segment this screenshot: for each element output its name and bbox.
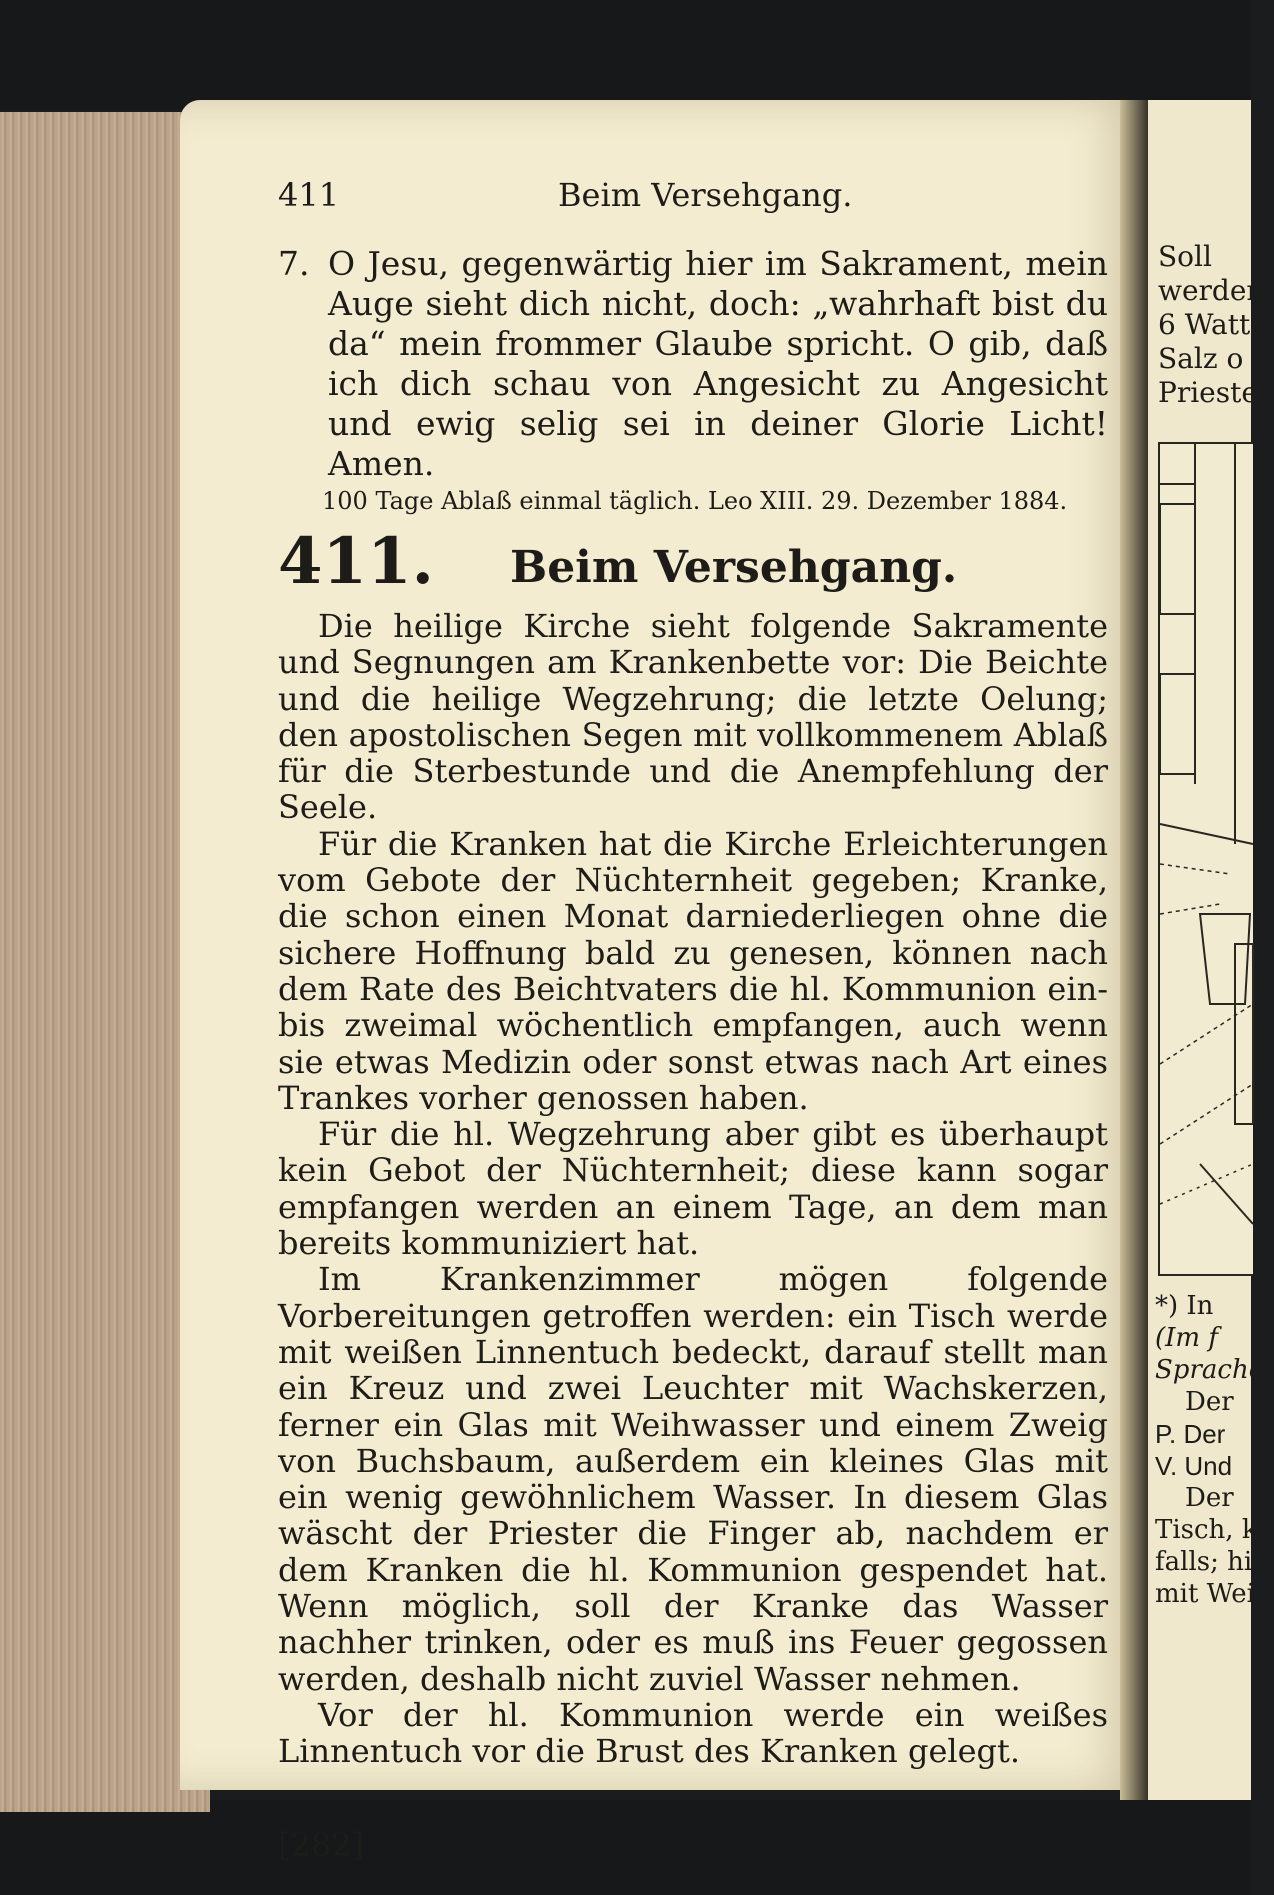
right-foot-line: P. Der (1155, 1419, 1226, 1449)
right-foot-line: V. Und (1155, 1451, 1233, 1481)
right-foot-line: (Im f (1155, 1323, 1218, 1353)
right-page-top-text (1158, 240, 1272, 410)
paragraph-sickroom-preparations: Im Krankenzimmer mögen folgende Vorbereitungen getroffen werden: ein Tisch werde mit weißen Linnentuch bedeckt, darauf stellt man ein Kreuz und zwei Leuchter mit Wachskerzen, ferner ein Glas mit Weihwasser und einem Zweig von Buchsbaum, außerdem ein kleines Glas mit ein wenig gewöhnlichem Wasser. In diesem Glas wäscht der Priester die Finger ab, nachdem er dem Kranken die hl. Kommunion gespendet hat. Wenn möglich, soll der Kranke das Wasser nachher trinken, oder es muß ins Feuer gegossen werden, deshalb nicht zuviel Wasser nehmen. (278, 1260, 1108, 1698)
paragraph-sacraments: Die heilige Kirche sieht folgende Sakramente und Segnungen am Krankenbette vor: Die Beichte und die heilige Wegzehrung; die letzte Oelung; den apostolischen Segen mit vollkommenem Ablaß für die Sterbestunde und die Anempfehlung der Seele. (278, 607, 1108, 827)
running-title: Beim Versehgang. (558, 176, 853, 214)
right-foot-line: *) In (1155, 1291, 1214, 1321)
page-edges (0, 112, 210, 1812)
signature-mark: [282] (278, 1825, 365, 1864)
paragraph-viaticum: Für die hl. Wegzehrung aber gibt es überhaupt kein Gebot der Nüchternheit; diese kann sogar empfangen werden an einem Tage, an dem man bereits kommuniziert hat. (278, 1115, 1108, 1263)
right-foot-line: falls; hi (1155, 1547, 1253, 1577)
verse-number: 7. (278, 244, 310, 283)
indulgence-note: 100 Tage Ablaß einmal täglich. Leo XIII. 29. Dezember 1884. (322, 487, 1068, 515)
right-foot-line: Der (1185, 1387, 1234, 1417)
book-cover-top (0, 0, 1251, 110)
running-head (278, 170, 1108, 230)
right-foot-line: Sprache (1155, 1355, 1265, 1385)
prayer-verse (278, 244, 1108, 484)
right-line: Priester (1158, 376, 1272, 409)
section-title: Beim Versehgang. (510, 542, 958, 593)
right-line: 6 Watte (1158, 308, 1267, 341)
right-foot-line: Tisch, kn (1155, 1515, 1274, 1545)
right-line: Salz o (1158, 342, 1244, 375)
right-foot-line: Der (1185, 1483, 1234, 1513)
sickroom-illustration (1158, 442, 1253, 1276)
paragraph-linen-cloth: Vor der hl. Kommunion werde ein weißes Linnentuch vor die Brust des Kranken gelegt. (278, 1695, 1108, 1771)
prayer-text: O Jesu, gegenwärtig hier im Sakrament, mein Auge sieht dich nicht, doch: „wahrhaft bist du da“ mein frommer Glaube spricht. O gib, daß ich dich schau von Angesicht zu Angesicht und ewig selig sei in deiner Glorie Licht! Amen. (328, 244, 1108, 483)
page-number: 411 (278, 176, 340, 214)
illustration-drawing (1160, 444, 1253, 1274)
section-number: 411. (278, 524, 434, 599)
paragraph-fasting-relief: Für die Kranken hat die Kirche Erleichterungen vom Gebote der Nüchternheit gegeben; Kranke, die schon einen Monat darniederliegen ohne die sichere Hoffnung bald zu genesen, können nach dem Rate des Beichtvaters die hl. Kommunion ein- bis zweimal wöchentlich empfangen, auch wenn sie etwas Medizin oder sonst etwas nach Art eines Trankes vorher genossen haben. (278, 824, 1108, 1117)
book-gutter (1120, 100, 1150, 1800)
right-page-footnote-text (1155, 1290, 1274, 1610)
section-heading (278, 524, 1108, 608)
right-line: Soll (1158, 240, 1212, 273)
left-page-content (278, 170, 1108, 1864)
right-foot-line: mit Wei (1155, 1579, 1255, 1609)
right-line: werden (1158, 274, 1265, 307)
